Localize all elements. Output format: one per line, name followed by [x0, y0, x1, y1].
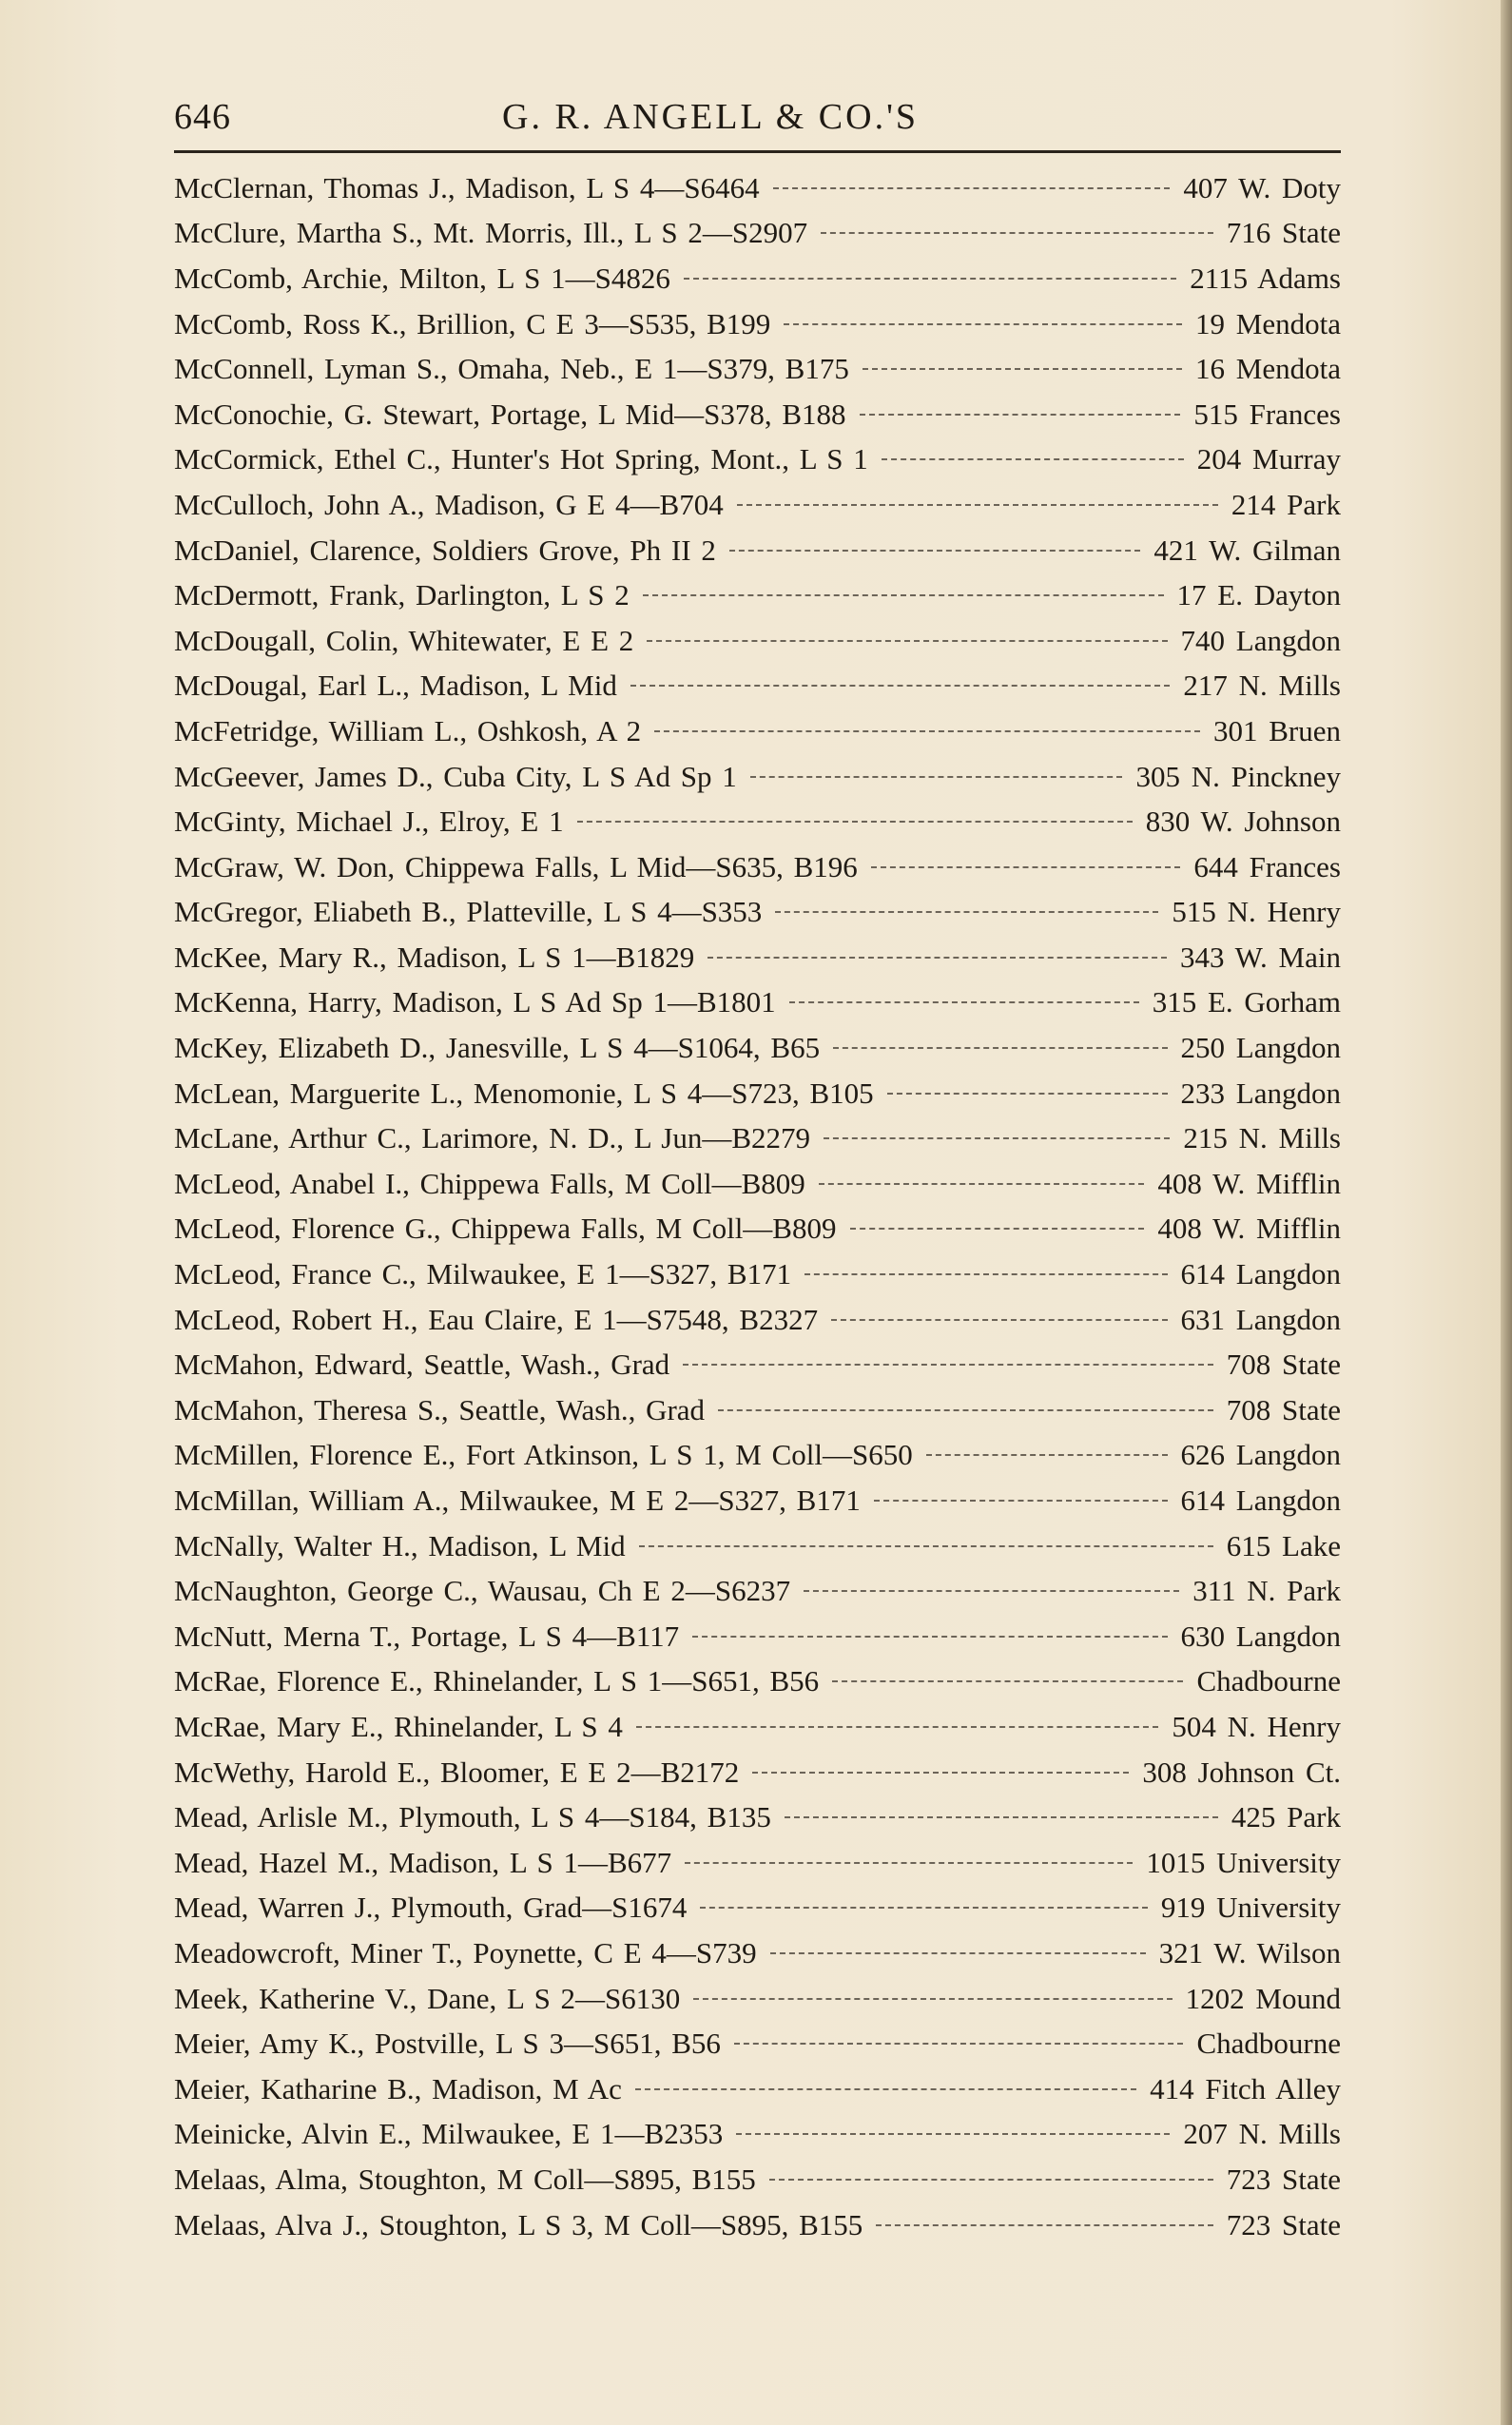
entry-name: Melaas, Alma, Stoughton, M Coll—S895, B155	[174, 2162, 756, 2196]
page-edge-shadow	[1501, 0, 1512, 2425]
entry-name: McNutt, Merna T., Portage, L S 4—B117	[174, 1619, 680, 1653]
dot-leader	[752, 1772, 1129, 1774]
entry-address: 644 Frances	[1193, 849, 1341, 883]
directory-entry	[174, 211, 1341, 257]
dot-leader	[804, 1590, 1179, 1592]
entry-name: McConochie, G. Stewart, Portage, L Mid—S378, B188	[174, 397, 846, 431]
entry-name: Meinicke, Alvin E., Milwaukee, E 1—B2353	[174, 2117, 724, 2151]
entry-address: 311 N. Park	[1192, 1574, 1341, 1608]
directory-entry	[174, 528, 1341, 573]
directory-entry	[174, 482, 1341, 528]
dot-leader	[639, 1545, 1213, 1547]
directory-entry	[174, 1025, 1341, 1071]
entry-address: 631 Langdon	[1180, 1302, 1341, 1336]
entry-name: Meier, Amy K., Postville, L S 3—S651, B56	[174, 2027, 721, 2061]
entry-address: 308 Johnson Ct.	[1142, 1755, 1341, 1789]
directory-entry	[174, 437, 1341, 483]
entry-address: 207 N. Mills	[1183, 2117, 1341, 2151]
entry-name: McClure, Martha S., Mt. Morris, Ill., L S 2—S2907	[174, 216, 808, 250]
entry-address: Chadbourne	[1196, 1664, 1341, 1698]
directory-entry	[174, 2021, 1341, 2066]
entry-address: 615 Lake	[1226, 1528, 1341, 1562]
dot-leader	[773, 187, 1171, 189]
entry-name: McMahon, Theresa S., Seattle, Wash., Grad	[174, 1392, 706, 1426]
entry-name: Melaas, Alva J., Stoughton, L S 3, M Coll—S895, B155	[174, 2207, 863, 2241]
entry-address: 217 N. Mills	[1183, 669, 1341, 703]
dot-leader	[887, 1093, 1168, 1095]
dot-leader	[824, 1137, 1170, 1139]
entry-name: Mead, Hazel M., Madison, L S 1—B677	[174, 1845, 672, 1879]
directory-entry	[174, 301, 1341, 347]
entry-name: McMillan, William A., Milwaukee, M E 2—S327, B171	[174, 1484, 861, 1518]
directory-entry	[174, 1342, 1341, 1387]
directory-entry	[174, 844, 1341, 890]
entry-address: 2115 Adams	[1190, 261, 1341, 295]
dot-leader	[874, 1500, 1168, 1502]
dot-leader	[729, 550, 1141, 552]
directory-entry	[174, 1886, 1341, 1931]
entry-address: 214 Park	[1231, 487, 1341, 521]
entry-name: McRae, Mary E., Rhinelander, L S 4	[174, 1709, 623, 1743]
dot-leader	[850, 1228, 1145, 1230]
entry-name: McGeever, James D., Cuba City, L S Ad Sp 1	[174, 759, 737, 793]
dot-leader	[750, 776, 1123, 778]
entry-address: 630 Langdon	[1180, 1619, 1341, 1653]
directory-entry	[174, 980, 1341, 1026]
dot-leader	[700, 1907, 1148, 1909]
entry-address: Chadbourne	[1196, 2027, 1341, 2061]
dot-leader	[789, 1001, 1139, 1003]
directory-entry	[174, 1840, 1341, 1886]
dot-leader	[769, 2179, 1213, 2181]
entry-address: 614 Langdon	[1180, 1257, 1341, 1291]
directory-entry	[174, 392, 1341, 437]
directory-entry	[174, 1930, 1341, 1976]
entry-address: 740 Langdon	[1180, 623, 1341, 657]
entry-address: 315 E. Gorham	[1152, 985, 1341, 1019]
directory-entry	[174, 1071, 1341, 1116]
entry-name: Mead, Warren J., Plymouth, Grad—S1674	[174, 1891, 688, 1925]
dot-leader	[821, 232, 1213, 234]
dot-leader	[860, 414, 1181, 416]
dot-leader	[770, 1952, 1146, 1954]
running-head: G. R. ANGELL & CO.'S	[502, 97, 920, 137]
directory-entry	[174, 256, 1341, 301]
dot-leader	[647, 640, 1167, 642]
entry-name: McDermott, Frank, Darlington, L S 2	[174, 578, 630, 612]
directory-entry	[174, 1523, 1341, 1569]
entry-name: McNally, Walter H., Madison, L Mid	[174, 1528, 626, 1562]
entry-address: 708 State	[1226, 1348, 1341, 1382]
entry-name: McLane, Arthur C., Larimore, N. D., L Jun—B2279	[174, 1121, 811, 1155]
entry-name: McGraw, W. Don, Chippewa Falls, L Mid—S635, B196	[174, 849, 858, 883]
dot-leader	[708, 957, 1167, 959]
entry-name: McLeod, Anabel I., Chippewa Falls, M Coll—B809	[174, 1166, 805, 1200]
entry-name: McGregor, Eliabeth B., Platteville, L S 4—S353	[174, 895, 763, 929]
entry-name: McKenna, Harry, Madison, L S Ad Sp 1—B1801	[174, 985, 776, 1019]
entry-name: McDougal, Earl L., Madison, L Mid	[174, 669, 617, 703]
dot-leader	[819, 1183, 1145, 1185]
entry-name: McDaniel, Clarence, Soldiers Grove, Ph II 2	[174, 533, 716, 567]
entry-address: 414 Fitch Alley	[1150, 2071, 1341, 2105]
directory-entry	[174, 799, 1341, 844]
directory-entry	[174, 618, 1341, 664]
directory-entry	[174, 2066, 1341, 2112]
entry-name: McFetridge, William L., Oshkosh, A 2	[174, 713, 642, 747]
directory-entry	[174, 1568, 1341, 1614]
entry-name: McRae, Florence E., Rhinelander, L S 1—S651, B56	[174, 1664, 820, 1698]
dot-leader	[693, 1998, 1172, 2000]
directory-entry	[174, 1161, 1341, 1207]
entry-name: Meier, Katharine B., Madison, M Ac	[174, 2071, 622, 2105]
dot-leader	[718, 1409, 1213, 1411]
dot-leader	[775, 911, 1158, 913]
directory-entry	[174, 1614, 1341, 1659]
directory-entry	[174, 1704, 1341, 1750]
entry-address: 407 W. Doty	[1183, 170, 1341, 204]
entry-name: McKey, Elizabeth D., Janesville, L S 4—S1064, B65	[174, 1031, 821, 1065]
directory-entry	[174, 935, 1341, 980]
directory-entry	[174, 1387, 1341, 1433]
dot-leader	[643, 594, 1164, 596]
dot-leader	[692, 1636, 1167, 1638]
entry-address: 421 W. Gilman	[1153, 533, 1341, 567]
directory-entry	[174, 1251, 1341, 1297]
dot-leader	[926, 1454, 1168, 1456]
directory-entry	[174, 1794, 1341, 1840]
entry-address: 343 W. Main	[1179, 940, 1341, 974]
entry-name: McClernan, Thomas J., Madison, L S 4—S6464	[174, 170, 760, 204]
directory-entry	[174, 1297, 1341, 1343]
entry-address: 321 W. Wilson	[1158, 1935, 1341, 1969]
entry-name: McCulloch, John A., Madison, G E 4—B704	[174, 487, 724, 521]
header-rule	[174, 150, 1341, 153]
dot-leader	[785, 1816, 1218, 1818]
dot-leader	[736, 2133, 1170, 2135]
entry-name: McNaughton, George C., Wausau, Ch E 2—S6237	[174, 1574, 791, 1608]
entry-address: 408 W. Mifflin	[1157, 1212, 1341, 1246]
entry-address: 301 Bruen	[1212, 713, 1341, 747]
dot-leader	[833, 1047, 1167, 1049]
entry-address: 515 N. Henry	[1172, 895, 1341, 929]
dot-leader	[871, 866, 1181, 868]
directory-entry	[174, 165, 1341, 211]
entry-name: McLean, Marguerite L., Menomonie, L S 4—S723, B105	[174, 1076, 874, 1110]
dot-leader	[577, 821, 1133, 823]
directory-entry	[174, 346, 1341, 392]
entry-name: McMillen, Florence E., Fort Atkinson, L S 1, M Coll—S650	[174, 1438, 913, 1472]
entry-name: McDougall, Colin, Whitewater, E E 2	[174, 623, 634, 657]
entry-name: McCormick, Ethel C., Hunter's Hot Spring, Mont., L S 1	[174, 442, 868, 476]
entry-name: Mead, Arlisle M., Plymouth, L S 4—S184, B135	[174, 1800, 771, 1834]
dot-leader	[684, 278, 1176, 280]
dot-leader	[635, 2088, 1136, 2090]
dot-leader	[876, 2224, 1212, 2226]
directory-entry	[174, 1116, 1341, 1161]
dot-leader	[804, 1273, 1167, 1275]
directory-entry	[174, 1750, 1341, 1795]
entry-address: 626 Langdon	[1180, 1438, 1341, 1472]
entry-name: McComb, Ross K., Brillion, C E 3—S535, B199	[174, 306, 771, 340]
directory-entry	[174, 1976, 1341, 2022]
directory-entry	[174, 2157, 1341, 2202]
directory-entry	[174, 572, 1341, 618]
entry-address: 515 Frances	[1193, 397, 1341, 431]
entry-address: 19 Mendota	[1195, 306, 1341, 340]
entry-name: McGinty, Michael J., Elroy, E 1	[174, 805, 564, 839]
dot-leader	[636, 1726, 1159, 1728]
entry-address: 250 Langdon	[1180, 1031, 1341, 1065]
entry-address: 204 Murray	[1196, 442, 1341, 476]
entry-address: 723 State	[1226, 2162, 1341, 2196]
dot-leader	[832, 1680, 1183, 1682]
entry-name: McLeod, Florence G., Chippewa Falls, M Coll—B809	[174, 1212, 837, 1246]
entry-address: 1202 Mound	[1185, 1981, 1341, 2015]
entry-address: 408 W. Mifflin	[1157, 1166, 1341, 1200]
directory-entry	[174, 1659, 1341, 1705]
dot-leader	[737, 504, 1218, 506]
entry-address: 919 University	[1160, 1891, 1341, 1925]
entry-name: McMahon, Edward, Seattle, Wash., Grad	[174, 1348, 670, 1382]
dot-leader	[683, 1364, 1213, 1366]
directory-entry	[174, 2202, 1341, 2248]
entry-address: 830 W. Johnson	[1145, 805, 1341, 839]
dot-leader	[654, 730, 1200, 732]
directory-entry	[174, 664, 1341, 709]
dot-leader	[831, 1319, 1167, 1321]
directory-entry	[174, 1207, 1341, 1252]
page-header	[174, 93, 1341, 150]
dot-leader	[863, 368, 1182, 370]
entry-address: 504 N. Henry	[1172, 1709, 1341, 1743]
page-number: 646	[174, 97, 231, 137]
entry-address: 614 Langdon	[1180, 1484, 1341, 1518]
entry-address: 215 N. Mills	[1183, 1121, 1341, 1155]
entry-address: 716 State	[1226, 216, 1341, 250]
directory-entry	[174, 708, 1341, 754]
directory-entry	[174, 1478, 1341, 1523]
entry-address: 233 Langdon	[1180, 1076, 1341, 1110]
directory-entry	[174, 754, 1341, 800]
entry-address: 425 Park	[1231, 1800, 1341, 1834]
entry-address: 1015 University	[1146, 1845, 1341, 1879]
entry-address: 305 N. Pinckney	[1135, 759, 1341, 793]
directory-entry	[174, 1433, 1341, 1479]
entry-name: Meek, Katherine V., Dane, L S 2—S6130	[174, 1981, 681, 2015]
dot-leader	[630, 685, 1171, 687]
entry-address: 17 E. Dayton	[1176, 578, 1341, 612]
entry-name: McConnell, Lyman S., Omaha, Neb., E 1—S379, B175	[174, 352, 849, 386]
directory-entry	[174, 890, 1341, 936]
entry-name: McWethy, Harold E., Bloomer, E E 2—B2172	[174, 1755, 740, 1789]
dot-leader	[784, 323, 1182, 325]
entry-name: Meadowcroft, Miner T., Poynette, C E 4—S739	[174, 1935, 757, 1969]
entry-name: McComb, Archie, Milton, L S 1—S4826	[174, 261, 670, 295]
directory-entry	[174, 2112, 1341, 2158]
entry-name: McKee, Mary R., Madison, L S 1—B1829	[174, 940, 695, 974]
entry-name: McLeod, Robert H., Eau Claire, E 1—S7548, B2327	[174, 1302, 819, 1336]
dot-leader	[685, 1862, 1133, 1864]
dot-leader	[882, 458, 1184, 460]
entry-address: 16 Mendota	[1195, 352, 1341, 386]
entry-address: 723 State	[1226, 2207, 1341, 2241]
entry-name: McLeod, France C., Milwaukee, E 1—S327, B171	[174, 1257, 792, 1291]
directory-listing	[174, 165, 1341, 2247]
entry-address: 708 State	[1226, 1392, 1341, 1426]
dot-leader	[734, 2043, 1184, 2045]
